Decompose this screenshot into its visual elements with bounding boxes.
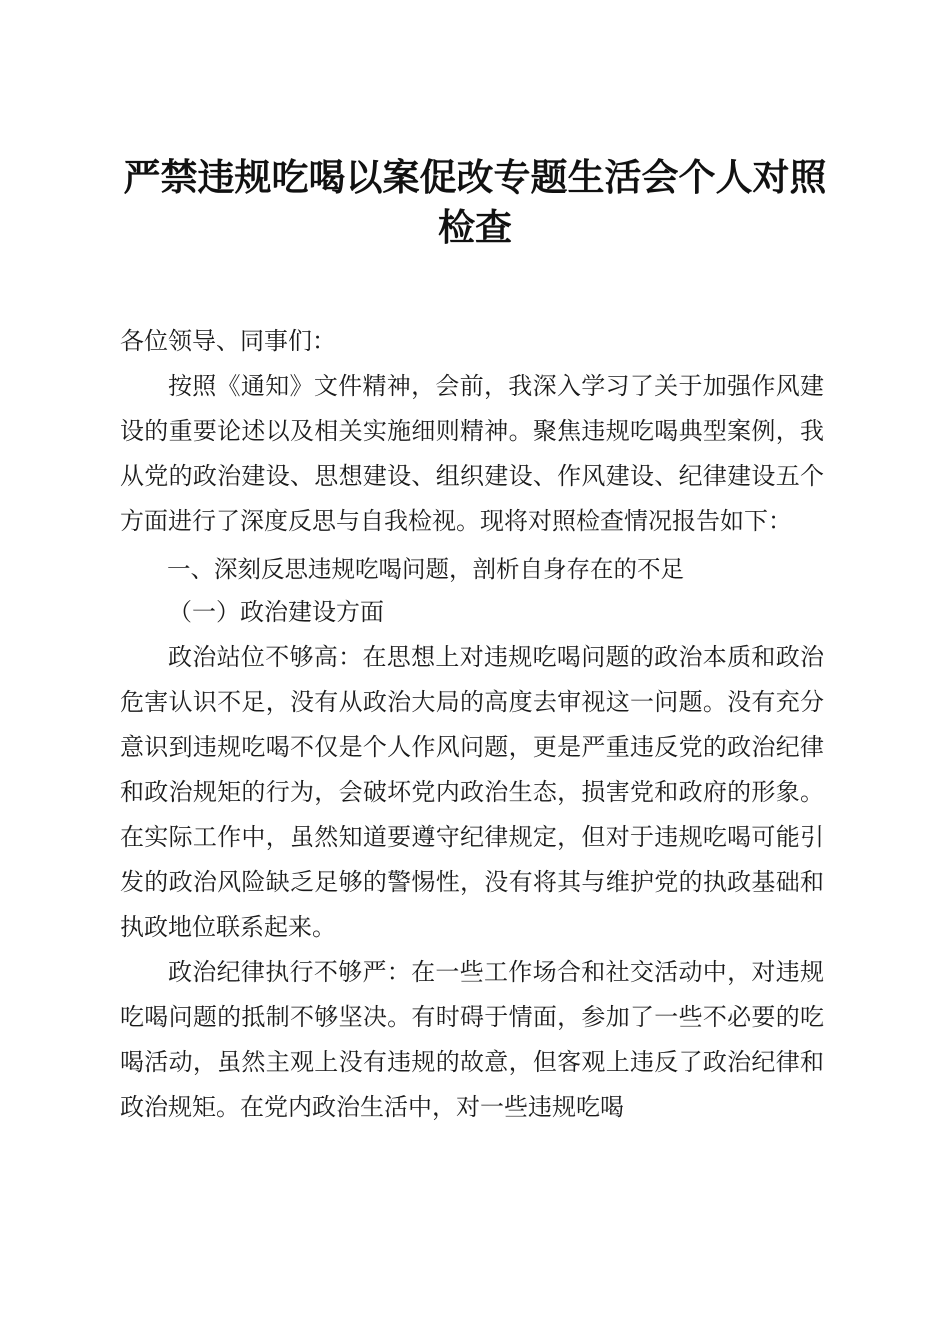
document-body [120, 319, 824, 1130]
body-paragraph-political-discipline: 政治纪律执行不够严：在一些工作场合和社交活动中，对违规吃喝问题的抵制不够坚决。有时碍于情面，参加了一些不必要的吃喝活动，虽然主观上没有违规的故意，但客观上违反了政治纪律和政治规矩。在党内政治生活中，对一些违规吃喝 [120, 958, 824, 1121]
section-heading: 一、深刻反思违规吃喝问题，剖析自身存在的不足 [167, 555, 684, 583]
body-paragraph-political-stance: 政治站位不够高：在思想上对违规吃喝问题的政治本质和政治危害认识不足，没有从政治大局的高度去审视这一问题。没有充分意识到违规吃喝不仅是个人作风问题，更是严重违反党的政治纪律和政治规矩的行为，会破坏党内政治生态，损害党和政府的形象。在实际工作中，虽然知道要遵守纪律规定，但对于违规吃喝可能引发的政治风险缺乏足够的警惕性，没有将其与维护党的执政基础和执政地位联系起来。 [120, 643, 824, 941]
salutation: 各位领导、同事们： [120, 327, 336, 355]
subsection-heading: （一）政治建设方面 [168, 598, 384, 626]
intro-paragraph: 按照《通知》文件精神，会前，我深入学习了关于加强作风建设的重要论述以及相关实施细则精神。聚焦违规吃喝典型案例，我从党的政治建设、思想建设、组织建设、作风建设、纪律建设五个方面进行了深度反思与自我检视。现将对照检查情况报告如下： [120, 372, 824, 535]
document-title: 严禁违规吃喝以案促改专题生活会个人对照检查 [123, 155, 827, 249]
